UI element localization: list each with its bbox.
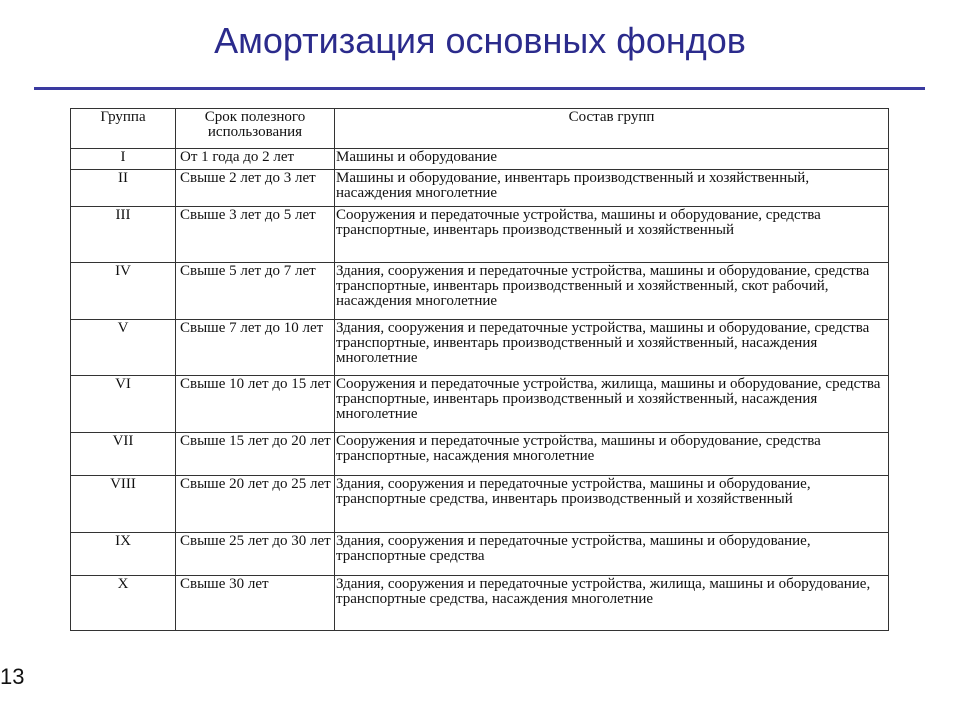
composition-cell: Машины и оборудование, инвентарь производственный и хозяйственный, насаждения многолетние: [335, 170, 889, 207]
group-cell: IV: [71, 263, 176, 320]
composition-cell: Здания, сооружения и передаточные устройства, машины и оборудование, средства транспортные, инвентарь производственный и хозяйственный, скот рабочий, насаждения многолетние: [335, 263, 889, 320]
term-cell: Свыше 15 лет до 20 лет: [176, 433, 335, 476]
group-cell: V: [71, 320, 176, 376]
composition-cell: Здания, сооружения и передаточные устройства, жилища, машины и оборудование, транспортные средства, насаждения многолетние: [335, 576, 889, 631]
term-cell: Свыше 5 лет до 7 лет: [176, 263, 335, 320]
group-cell: I: [71, 149, 176, 170]
group-cell: III: [71, 207, 176, 263]
term-cell: Свыше 2 лет до 3 лет: [176, 170, 335, 207]
table-row: [71, 170, 889, 207]
group-cell: X: [71, 576, 176, 631]
table-row: [71, 263, 889, 320]
composition-cell: Сооружения и передаточные устройства, жилища, машины и оборудование, средства транспортные, инвентарь производственный и хозяйственный, насаждения многолетние: [335, 376, 889, 433]
composition-cell: Машины и оборудование: [335, 149, 889, 170]
group-cell: VIII: [71, 476, 176, 533]
term-cell: Свыше 3 лет до 5 лет: [176, 207, 335, 263]
composition-cell: Сооружения и передаточные устройства, машины и оборудование, средства транспортные, инвентарь производственный и хозяйственный: [335, 207, 889, 263]
header-composition: Состав групп: [335, 109, 889, 149]
page-number: 13: [0, 664, 25, 689]
term-cell: Свыше 7 лет до 10 лет: [176, 320, 335, 376]
table-header-row: [71, 109, 889, 149]
composition-cell: Здания, сооружения и передаточные устройства, машины и оборудование, средства транспортные, инвентарь производственный и хозяйственный, насаждения многолетние: [335, 320, 889, 376]
header-group: Группа: [71, 109, 176, 149]
composition-cell: Здания, сооружения и передаточные устройства, машины и оборудование, транспортные средства: [335, 533, 889, 576]
header-useful-life: Срок полезного использования: [176, 109, 335, 149]
group-cell: II: [71, 170, 176, 207]
page-title: Амортизация основных фондов: [214, 20, 746, 61]
term-cell: Свыше 20 лет до 25 лет: [176, 476, 335, 533]
composition-cell: Сооружения и передаточные устройства, машины и оборудование, средства транспортные, насаждения многолетние: [335, 433, 889, 476]
table-row: [71, 207, 889, 263]
depreciation-table: [70, 108, 889, 631]
table-row: [71, 433, 889, 476]
term-cell: Свыше 30 лет: [176, 576, 335, 631]
title-divider: [34, 87, 925, 90]
group-cell: VI: [71, 376, 176, 433]
table-row: [71, 533, 889, 576]
table-row: [71, 376, 889, 433]
table-row: [71, 320, 889, 376]
term-cell: От 1 года до 2 лет: [176, 149, 335, 170]
term-cell: Свыше 25 лет до 30 лет: [176, 533, 335, 576]
table-row: [71, 576, 889, 631]
term-cell: Свыше 10 лет до 15 лет: [176, 376, 335, 433]
group-cell: IX: [71, 533, 176, 576]
table-row: [71, 149, 889, 170]
table-row: [71, 476, 889, 533]
group-cell: VII: [71, 433, 176, 476]
composition-cell: Здания, сооружения и передаточные устройства, машины и оборудование, транспортные средства, инвентарь производственный и хозяйственный: [335, 476, 889, 533]
